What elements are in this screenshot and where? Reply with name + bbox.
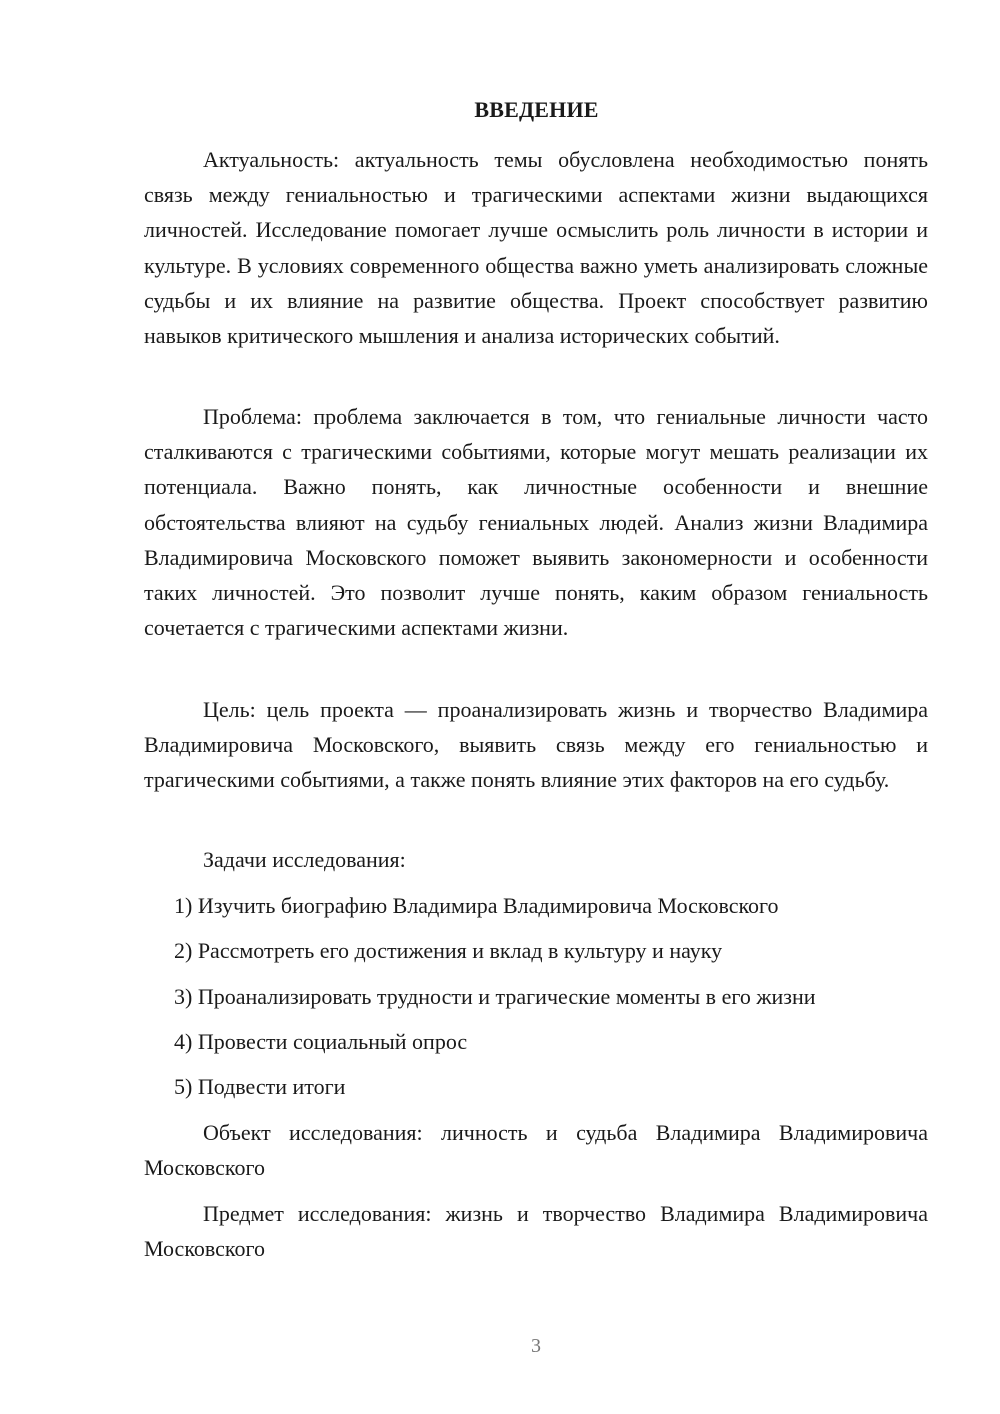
- task-item: 5) Подвести итоги: [174, 1074, 346, 1099]
- task-item: 1) Изучить биографию Владимира Владимировича Московского: [174, 893, 779, 918]
- problem-paragraph: Проблема: проблема заключается в том, что гениальные личности часто сталкиваются с трагическими событиями, которые могут мешать реализации их потенциала. Важно понять, как личностные особенности и внешние обстоятельства влияют на судьбу гениальных людей. Анализ жизни Владимира Владимировича Московского поможет выявить закономерности и особенности таких личностей. Это позволит лучше понять, каким образом гениальность сочетается с трагическими аспектами жизни.: [144, 404, 928, 641]
- research-object-paragraph: Объект исследования: личность и судьба Владимира Владимировича Московского: [144, 1120, 928, 1181]
- section-title: ВВЕДЕНИЕ: [474, 97, 599, 122]
- task-item: 4) Провести социальный опрос: [174, 1029, 468, 1054]
- tasks-heading: Задачи исследования:: [203, 847, 406, 872]
- task-item: 2) Рассмотреть его достижения и вклад в культуру и науку: [174, 938, 723, 963]
- page-number: 3: [531, 1335, 541, 1357]
- research-subject-paragraph: Предмет исследования: жизнь и творчество Владимира Владимировича Московского: [144, 1201, 928, 1262]
- relevance-paragraph: Актуальность: актуальность темы обусловлена необходимостью понять связь между гениальностью и трагическими аспектами жизни выдающихся личностей. Исследование помогает лучше осмыслить роль личности в истории и культуре. В условиях современного общества важно уметь анализировать сложные судьбы и их влияние на развитие общества. Проект способствует развитию навыков критического мышления и анализа исторических событий.: [144, 147, 928, 349]
- goal-paragraph: Цель: цель проекта — проанализировать жизнь и творчество Владимира Владимировича Московского, выявить связь между его гениальностью и трагическими событиями, а также понять влияние этих факторов на его судьбу.: [144, 697, 928, 793]
- task-item: 3) Проанализировать трудности и трагические моменты в его жизни: [174, 984, 816, 1009]
